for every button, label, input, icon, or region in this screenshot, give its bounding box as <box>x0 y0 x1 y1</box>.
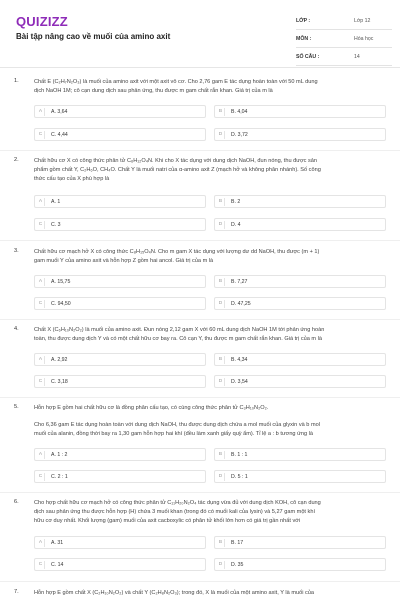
option-b[interactable] <box>214 275 386 288</box>
option-letter: B <box>217 451 225 459</box>
option-b[interactable] <box>214 536 386 549</box>
option-c[interactable] <box>34 558 206 571</box>
option-d[interactable] <box>214 470 386 483</box>
option-text: D. 5 : 1 <box>231 474 248 480</box>
question-number: 3. <box>14 248 19 254</box>
question-line: Cho hợp chất hữu cơ mạch hở có công thức phân tử C₁₁H₂₀N₂O₄ tác dụng vừa đủ với dung dịch KOH, cô cạn dung <box>34 500 321 506</box>
option-letter: A <box>37 198 45 206</box>
option-text: C. 2 : 1 <box>51 474 68 480</box>
option-b[interactable] <box>214 448 386 461</box>
option-letter: C <box>37 221 45 229</box>
option-text: D. 3,54 <box>231 379 248 385</box>
question-line: dịch NaOH 1M; cô cạn dung dịch sau phản ứng, thu được m gam chất rắn khan. Giá trị của m là <box>34 88 273 94</box>
option-letter: D <box>217 221 225 229</box>
question-number: 4. <box>14 326 19 332</box>
option-letter: B <box>217 198 225 206</box>
option-b[interactable] <box>214 353 386 366</box>
option-letter: D <box>217 131 225 139</box>
question-line: Chất X (C₆H₁₀N₂O₂) là muối của amino axit. Đun nóng 2,12 gam X với 60 mL dung dịch NaOH 1M tới phản ứng hoàn <box>34 327 325 333</box>
option-text: B. 4,04 <box>231 109 248 115</box>
option-letter: B <box>217 108 225 116</box>
option-c[interactable] <box>34 218 206 231</box>
option-d[interactable] <box>214 218 386 231</box>
question-line: Chất hữu cơ X có công thức phân tử C₆H₁₂O₄N. Khi cho X tác dụng với dung dịch NaOH, đun nóng, thu được sản <box>34 158 318 164</box>
option-letter: D <box>217 378 225 386</box>
option-text: C. 94,50 <box>51 301 71 307</box>
option-letter: C <box>37 131 45 139</box>
option-letter: D <box>217 300 225 308</box>
worksheet-title: Bài tập nâng cao về muối của amino axit <box>16 32 171 41</box>
question-line: Hỗn hợp E gồm hai chất hữu cơ là đồng phân cấu tạo, có cùng công thức phân tử C₃H₁₀N₂O₂. <box>34 405 269 411</box>
option-text: B. 4,34 <box>231 357 248 363</box>
question-line: dịch sau phản ứng thu được hỗn hợp (H) chứa 3 muối khan (trong đó có muối kali của lysin) và 5,27 gam một khí <box>34 509 315 515</box>
option-text: A. 3,64 <box>51 109 68 115</box>
option-text: A. 1 <box>51 199 61 205</box>
question-divider <box>0 240 400 241</box>
option-letter: B <box>217 356 225 364</box>
option-text: C. 3,18 <box>51 379 68 385</box>
option-d[interactable] <box>214 128 386 141</box>
option-text: B. 1 : 1 <box>231 452 248 458</box>
question-number: 7. <box>14 589 19 595</box>
meta-value: 14 <box>354 53 360 60</box>
question-line: Chất hữu cơ mạch hở X có công thức C₈H₁₅O₄N. Cho m gam X tác dụng với lượng dư dd NaOH, thu được (m + 1) <box>34 249 320 255</box>
question-divider <box>0 492 400 493</box>
option-letter: D <box>217 561 225 569</box>
question-divider <box>0 397 400 398</box>
question-line: thức cấu tạo của X phù hợp là <box>34 176 110 182</box>
option-letter: A <box>37 278 45 286</box>
option-text: D. 47,25 <box>231 301 251 307</box>
option-letter: A <box>37 451 45 459</box>
option-text: D. 3,72 <box>231 132 248 138</box>
quizizz-logo: QUIZIZZ <box>16 14 68 29</box>
question-number: 6. <box>14 499 19 505</box>
option-letter: C <box>37 561 45 569</box>
question-line: hữu cơ duy nhất. Khối lượng (gam) muối của axit cacboxylic có phân tử khối lớn hơn có giá trị gần nhất với <box>34 518 301 524</box>
question-divider <box>0 319 400 320</box>
worksheet-meta <box>296 12 392 66</box>
question-number: 5. <box>14 404 19 410</box>
option-letter: C <box>37 473 45 481</box>
meta-key: SỐ CÂU : <box>296 53 320 60</box>
option-a[interactable] <box>34 195 206 208</box>
option-text: B. 7,27 <box>231 279 248 285</box>
option-letter: D <box>217 473 225 481</box>
option-letter: C <box>37 378 45 386</box>
meta-value: Lớp 12 <box>354 17 371 24</box>
option-text: D. 4 <box>231 222 241 228</box>
option-letter: A <box>37 539 45 547</box>
option-a[interactable] <box>34 105 206 118</box>
question-line: gam muối Y của amino axit và hỗn hợp Z gồm hai ancol. Giá trị của m là <box>34 258 214 264</box>
option-c[interactable] <box>34 470 206 483</box>
option-text: A. 31 <box>51 540 64 546</box>
option-a[interactable] <box>34 536 206 549</box>
option-b[interactable] <box>214 195 386 208</box>
question-line: toàn, thu được dung dịch Y và có một chất hữu cơ bay ra. Cô cạn Y, thu được m gam chất rắn khan. Giá trị của m là <box>34 336 322 342</box>
option-letter: C <box>37 300 45 308</box>
meta-value: Hóa học <box>354 35 374 42</box>
question-divider <box>0 150 400 151</box>
option-a[interactable] <box>34 448 206 461</box>
option-c[interactable] <box>34 297 206 310</box>
worksheet-header <box>0 0 400 68</box>
option-text: B. 2 <box>231 199 241 205</box>
question-line: muối của alanin, đồng thời bay ra 1,30 gam hỗn hợp hai khí (đều làm xanh giấy quỳ ẩm). Tỉ lệ a : b tương ứng là <box>34 431 313 437</box>
option-b[interactable] <box>214 105 386 118</box>
meta-key: MÔN : <box>296 35 312 42</box>
option-text: C. 14 <box>51 562 64 568</box>
meta-row-grade <box>296 12 392 30</box>
meta-key: LỚP : <box>296 17 311 24</box>
option-letter: B <box>217 278 225 286</box>
option-letter: B <box>217 539 225 547</box>
meta-row-subject <box>296 30 392 48</box>
option-letter: A <box>37 108 45 116</box>
question-number: 1. <box>14 78 19 84</box>
option-letter: A <box>37 356 45 364</box>
option-d[interactable] <box>214 297 386 310</box>
option-c[interactable] <box>34 375 206 388</box>
option-text: B. 17 <box>231 540 244 546</box>
option-text: A. 2,92 <box>51 357 68 363</box>
question-line: Hỗn hợp E gồm chất X (C₂H₁₀N₂O₂) và chất Y (C₂H₈N₂O₃); trong đó, X là muối của một amino axit, Y là muối của <box>34 590 315 596</box>
option-d[interactable] <box>214 558 386 571</box>
option-a[interactable] <box>34 353 206 366</box>
option-text: C. 3 <box>51 222 61 228</box>
question-divider <box>0 581 400 582</box>
question-line: phẩm gồm chất Y, C₂H₆O, CH₄O. Chất Y là muối natri của α-amino axit Z (mạch hở và không phân nhánh). Số công <box>34 167 321 173</box>
option-text: A. 1 : 2 <box>51 452 68 458</box>
option-a[interactable] <box>34 275 206 288</box>
option-d[interactable] <box>214 375 386 388</box>
option-text: A. 15,75 <box>51 279 71 285</box>
meta-row-count <box>296 48 392 66</box>
question-line: Cho 6,36 gam E tác dụng hoàn toàn với dung dịch NaOH, thu được dung dịch chứa a mol muối của glyxin và b mol <box>34 422 320 428</box>
option-c[interactable] <box>34 128 206 141</box>
option-text: C. 4,44 <box>51 132 68 138</box>
question-line: Chất E (C₂H₇N₂O₃) là muối của amino axit với một axit vô cơ. Cho 2,76 gam E tác dụng hoàn toàn với 50 mL dung <box>34 79 318 85</box>
option-text: D. 35 <box>231 562 244 568</box>
question-number: 2. <box>14 157 19 163</box>
